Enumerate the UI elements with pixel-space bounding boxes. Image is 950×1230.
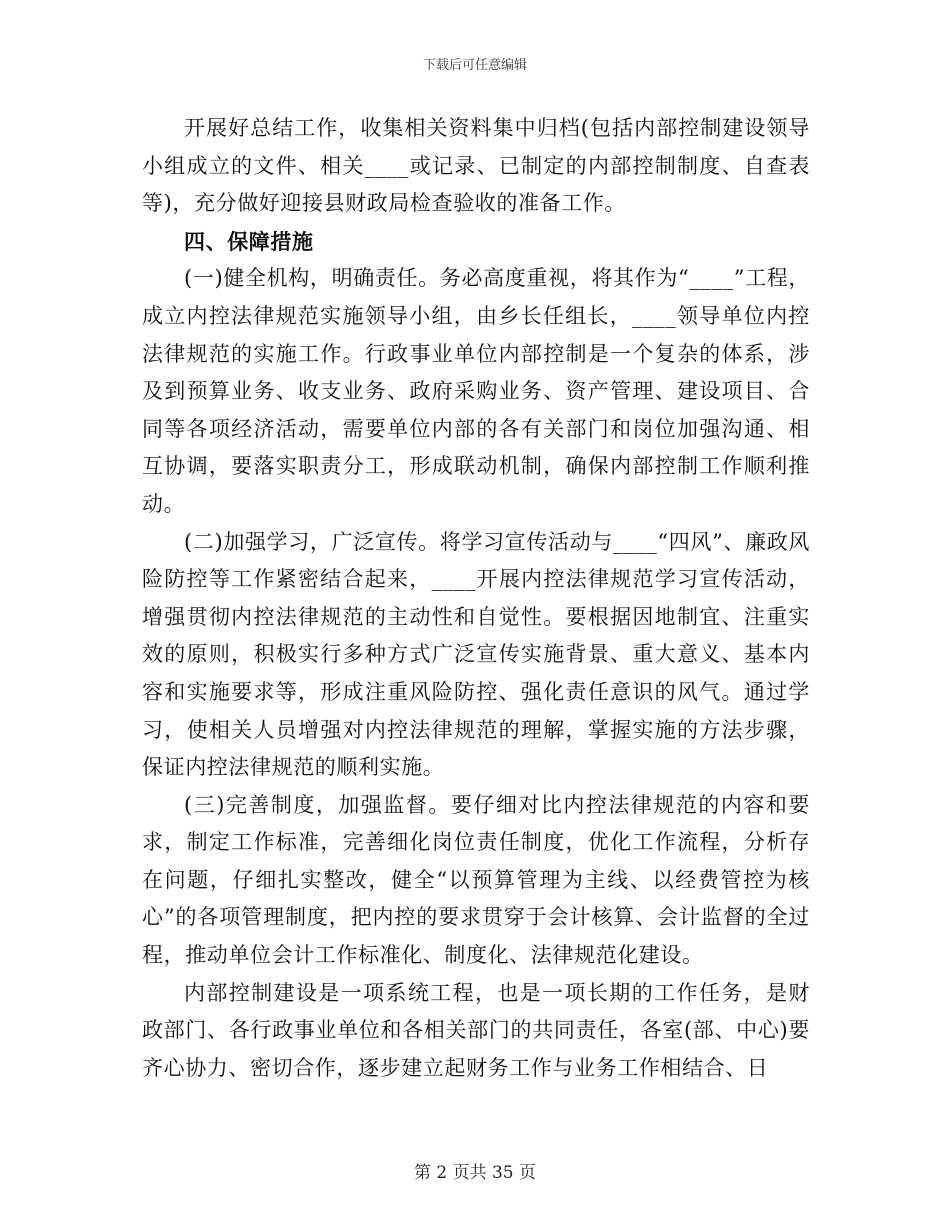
page-header: 下载后可任意编辑: [422, 58, 527, 73]
paragraph-system-supervision: (三)完善制度，加强监督。要仔细对比内控法律规范的内容和要求，制定工作标准，完善细化岗位责任制度，优化工作流程，分析存在问题，仔细扎实整改，健全“以预算管理为主线、以经费管控为核心”的各项管理制度，把内控的要求贯穿于会计核算、会计监督的全过程，推动单位会计工作标准化、制度化、法律规范化建设。: [142, 792, 810, 968]
section-heading-safeguards: 四、保障措施: [184, 228, 314, 254]
paragraph-organization: (一)健全机构，明确责任。务必高度重视，将其作为“____”工程，成立内控法律规范实施领导小组，由乡长任组长，____领导单位内控法律规范的实施工作。行政事业单位内部控制是一个复杂的体系，涉及到预算业务、收支业务、政府采购业务、资产管理、建设项目、合同等各项经济活动，需要单位内部的各有关部门和岗位加强沟通、相互协调，要落实职责分工，形成联动机制，确保内部控制工作顺利推动。: [142, 266, 810, 516]
paragraph-conclusion: 内部控制建设是一项系统工程，也是一项长期的工作任务，是财政部门、各行政事业单位和各相关部门的共同责任，各室(部、中心)要齐心协力、密切合作，逐步建立起财务工作与业务工作相结合、日: [142, 980, 810, 1080]
paragraph-study-publicity: (二)加强学习，广泛宣传。将学习宣传活动与____“四风”、廉政风险防控等工作紧密结合起来，____开展内控法律规范学习宣传活动，增强贯彻内控法律规范的主动性和自觉性。要根据因地制宜、注重实效的原则，积极实行多种方式广泛宣传实施背景、重大意义、基本内容和实施要求等，形成注重风险防控、强化责任意识的风气。通过学习，使相关人员增强对内控法律规范的理解，掌握实施的方法步骤，保证内控法律规范的顺利实施。: [142, 529, 810, 780]
page-number-footer: 第 2 页共 35 页: [413, 1163, 537, 1183]
document-body: [142, 110, 810, 1087]
paragraph-summary-work: 开展好总结工作，收集相关资料集中归档(包括内部控制建设领导小组成立的文件、相关____或记录、已制定的内部控制制度、自查表等)，充分做好迎接县财政局检查验收的准备工作。: [142, 116, 810, 216]
